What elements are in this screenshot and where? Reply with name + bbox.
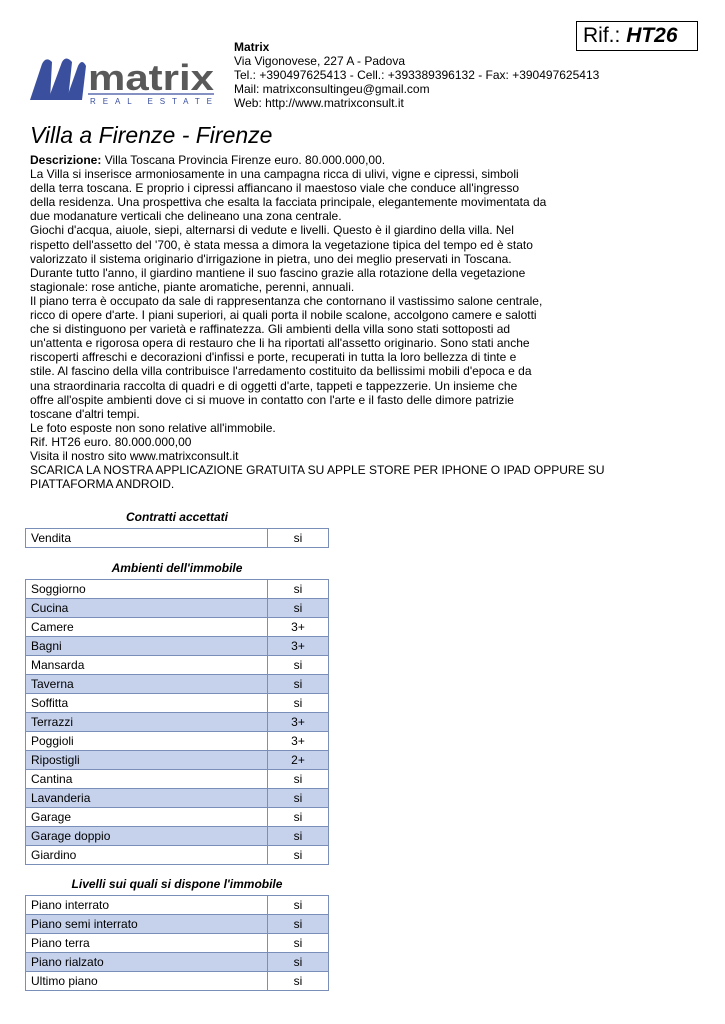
section-title: Livelli sui quali si dispone l'immobile [71, 877, 283, 891]
feature-label: Cantina [26, 770, 268, 789]
features-table [25, 528, 329, 548]
feature-label: Cucina [26, 599, 268, 618]
description-line: una straordinaria raccolta di quadri e di oggetti d'arte, tappeti e tappezzerie. Un insieme che [30, 378, 518, 393]
contact-mail[interactable]: Mail: matrixconsultingeu@gmail.com [234, 82, 430, 96]
table-row [26, 529, 329, 548]
feature-label: Giardino [26, 846, 268, 865]
contact-phones: Tel.: +390497625413 - Cell.: +393389396132 - Fax: +390497625413 [234, 68, 600, 82]
feature-label: Piano rialzato [26, 953, 268, 972]
table-row [26, 770, 329, 789]
feature-value: si [268, 656, 329, 675]
description-line: della residenza. Una prospettiva che esalta la facciata principale, elegantemente movimentata da [30, 195, 547, 210]
feature-label: Ultimo piano [26, 972, 268, 991]
table-row [26, 580, 329, 599]
feature-value: si [268, 934, 329, 953]
feature-label: Piano terra [26, 934, 268, 953]
description-lines [30, 167, 630, 491]
feature-label: Taverna [26, 675, 268, 694]
feature-label: Garage [26, 808, 268, 827]
feature-value: 3+ [268, 732, 329, 751]
table-row [26, 846, 329, 865]
table-row [26, 934, 329, 953]
table-row [26, 896, 329, 915]
page-title: Villa a Firenze - Firenze [30, 122, 273, 148]
feature-label: Camere [26, 618, 268, 637]
description-line: toscane d'altri tempi. [30, 406, 140, 421]
logo-tagline: REAL ESTATE [90, 97, 212, 106]
feature-label: Soffitta [26, 694, 268, 713]
description-line: valorizzato il sistema originario d'irrigazione in pietra, uno dei meglio preservati in Toscana. [30, 251, 512, 266]
logo-mark-icon [30, 59, 86, 101]
table-row [26, 808, 329, 827]
feature-value: si [268, 675, 329, 694]
description-first-line [30, 153, 630, 167]
logo-wordmark: matrix [88, 57, 214, 98]
table-row [26, 713, 329, 732]
description-line: ricco di opere d'arte. I piani superiori, ai quali porta il nobile scalone, accolgono camere e salotti [30, 308, 537, 323]
description-line: rispetto dell'assetto del '700, è stata messa a dimora la vegetazione tipica del tempo ed è stato [30, 237, 533, 252]
feature-value: si [268, 770, 329, 789]
description-line: che si distinguono per varietà e raffinatezza. Gli ambienti della villa sono stati sottoposti ad [30, 322, 511, 337]
description-line: offre all'ospite ambienti dove ci si muove in contatto con l'arte e il fasto delle dimore patrizie [30, 392, 514, 407]
table-row [26, 732, 329, 751]
feature-value: si [268, 529, 329, 548]
table-row [26, 618, 329, 637]
description-line: PIATTAFORMA ANDROID. [30, 477, 175, 492]
section-title: Contratti accettati [125, 510, 229, 524]
description-line: Rif. HT26 euro. 80.000.000,00 [30, 434, 192, 449]
feature-value: 3+ [268, 618, 329, 637]
feature-value: 2+ [268, 751, 329, 770]
company-name: Matrix [234, 40, 270, 54]
feature-label: Terrazzi [26, 713, 268, 732]
feature-value: si [268, 808, 329, 827]
table-row [26, 789, 329, 808]
feature-label: Vendita [26, 529, 268, 548]
contact-block [234, 40, 599, 110]
description-line: della terra toscana. E proprio i cipressi affiancano il maestoso viale che conduce all'ingresso [30, 181, 519, 196]
feature-label: Soggiorno [26, 580, 268, 599]
description-block [30, 153, 630, 491]
feature-label: Lavanderia [26, 789, 268, 808]
matrix-logo [28, 52, 218, 106]
feature-value: si [268, 789, 329, 808]
description-line: Le foto esposte non sono relative all'immobile. [30, 420, 276, 435]
table-row [26, 953, 329, 972]
table-row [26, 915, 329, 934]
table-row [26, 675, 329, 694]
feature-value: si [268, 915, 329, 934]
contact-web[interactable]: Web: http://www.matrixconsult.it [234, 96, 404, 110]
description-line: Il piano terra è occupato da sale di rappresentanza che contornano il vastissimo salone centrale, [30, 293, 543, 308]
table-row [26, 751, 329, 770]
reference-label: Rif.: [583, 24, 621, 47]
contact-address: Via Vigonovese, 227 A - Padova [234, 54, 406, 68]
feature-label: Poggioli [26, 732, 268, 751]
feature-label: Mansarda [26, 656, 268, 675]
features-table [25, 579, 329, 865]
feature-label: Piano interrato [26, 896, 268, 915]
description-line: riscoperti affreschi e decorazioni d'infissi e porte, recuperati in tutta la loro bellezza di tinte e [30, 350, 517, 365]
table-row [26, 694, 329, 713]
table-row [26, 972, 329, 991]
feature-label: Bagni [26, 637, 268, 656]
description-label: Descrizione: [30, 153, 102, 167]
table-row [26, 827, 329, 846]
table-row [26, 599, 329, 618]
feature-value: 3+ [268, 637, 329, 656]
feature-value: si [268, 827, 329, 846]
description-line: due modanature verticali che delineano una zona centrale. [30, 209, 342, 224]
description-summary: Villa Toscana Provincia Firenze euro. 80.000.000,00. [104, 153, 386, 167]
reference-code: HT26 [626, 24, 678, 47]
table-row [26, 656, 329, 675]
section-title: Ambienti dell'immobile [111, 561, 243, 575]
feature-label: Ripostigli [26, 751, 268, 770]
table-row [26, 637, 329, 656]
description-line: Durante tutto l'anno, il giardino mantiene il suo fascino grazie alla rotazione della vegetazione [30, 265, 526, 280]
description-line: La Villa si inserisce armoniosamente in una campagna ricca di ulivi, vigne e cipressi, simboli [30, 167, 519, 182]
feature-value: 3+ [268, 713, 329, 732]
feature-label: Garage doppio [26, 827, 268, 846]
feature-value: si [268, 694, 329, 713]
description-line: stile. Al fascino della villa contribuisce l'arredamento costituito da bellissimi mobili d'epoca e da [30, 364, 532, 379]
feature-value: si [268, 896, 329, 915]
description-line: SCARICA LA NOSTRA APPLICAZIONE GRATUITA SU APPLE STORE PER IPHONE O IPAD OPPURE SU [30, 463, 605, 478]
feature-value: si [268, 846, 329, 865]
description-line: Giochi d'acqua, aiuole, siepi, alternarsi di vedute e livelli. Questo è il giardino della villa. Nel [30, 223, 514, 238]
description-line: Visita il nostro sito www.matrixconsult.it [30, 448, 239, 463]
feature-value: si [268, 580, 329, 599]
feature-value: si [268, 972, 329, 991]
description-line: stagionale: rose antiche, piante aromatiche, perenni, annuali. [30, 279, 355, 294]
feature-value: si [268, 599, 329, 618]
features-table [25, 895, 329, 991]
description-line: un'attenta e rigorosa opera di restauro che li ha riportati all'assetto originario. Sono stati anche [30, 336, 530, 351]
feature-label: Piano semi interrato [26, 915, 268, 934]
feature-value: si [268, 953, 329, 972]
